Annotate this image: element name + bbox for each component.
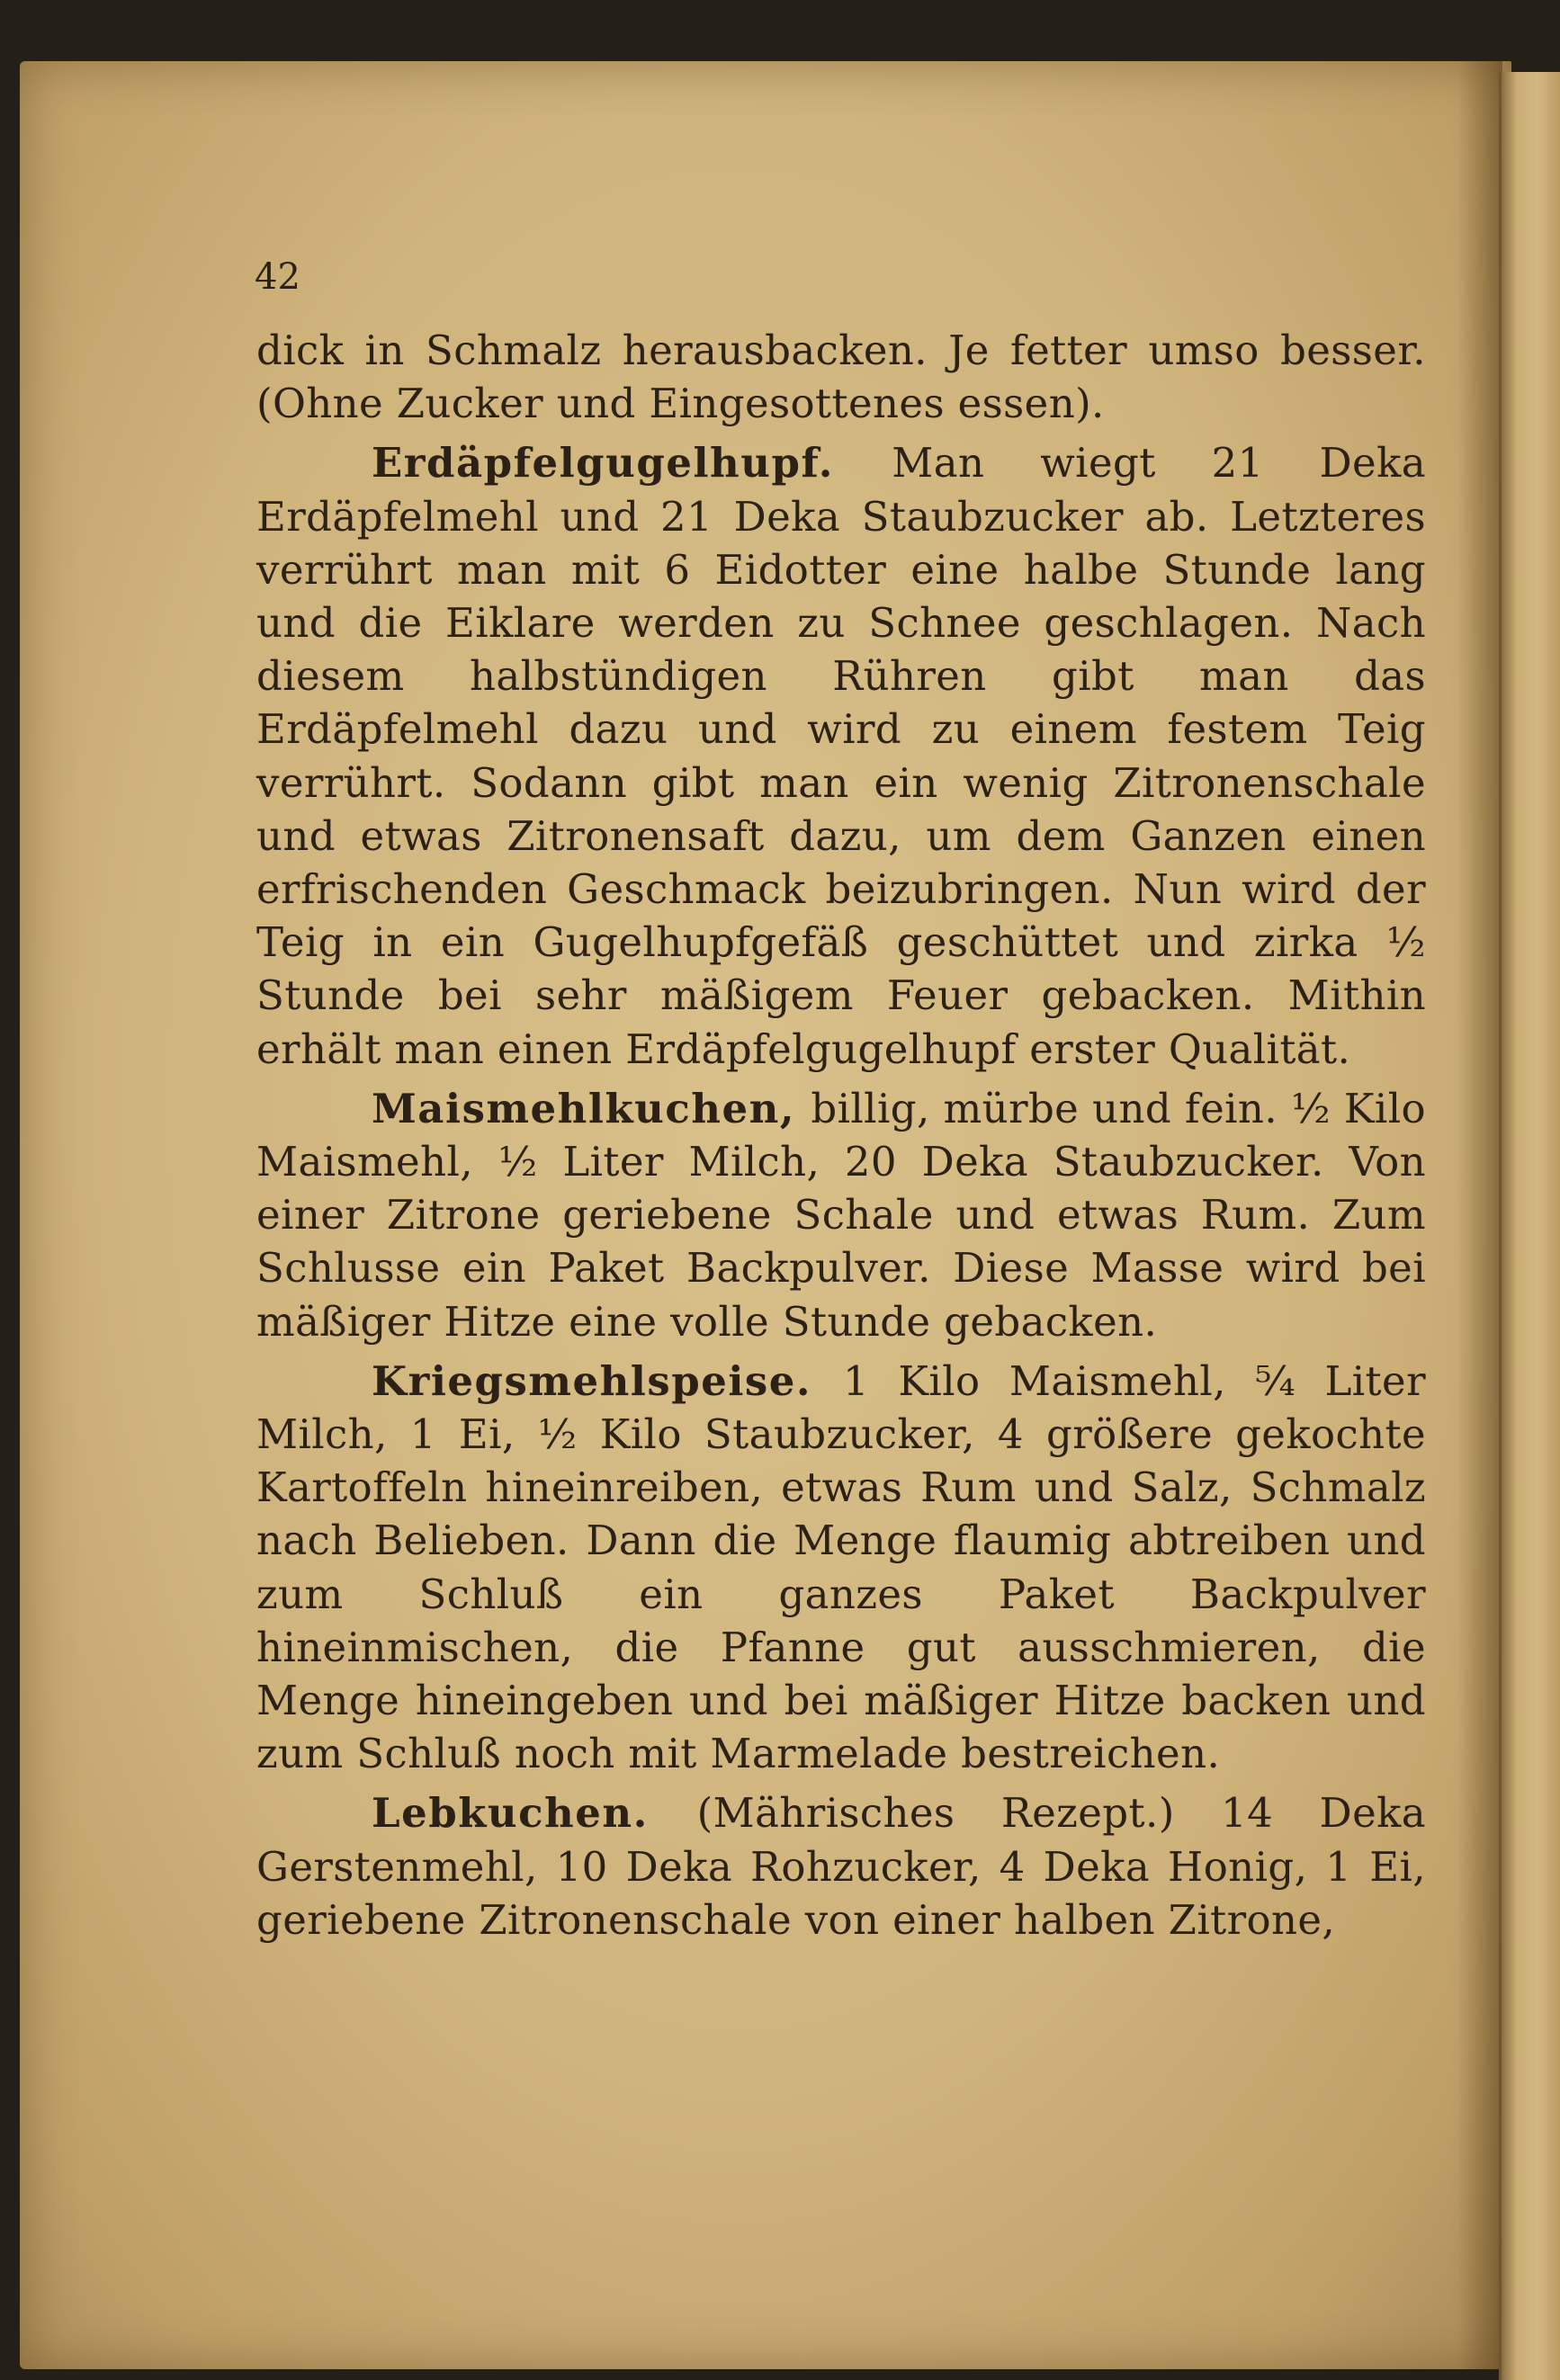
recipe-lebkuchen (256, 1786, 1426, 1946)
recipe-erdaepfelgugelhupf (256, 436, 1426, 1075)
recipe-maismehlkuchen (256, 1082, 1426, 1348)
page-number: 42 (255, 256, 300, 298)
recipe-text: billig, mürbe und fein. ½ Kilo Maismehl, ½ Liter Milch, 20 Deka Staubzucker. Von einer Zitrone geriebene Schale und etwas Rum. Zum Schlusse ein Paket Backpulver. Diese Masse wird bei mäßiger Hitze eine volle Stunde gebacken. (256, 1084, 1427, 1346)
recipe-text: 1 Kilo Maismehl, ⁵⁄₄ Liter Milch, 1 Ei, ½ Kilo Staubzucker, 4 größere gekochte Kartoffeln hineinreiben, etwas Rum und Salz, Schmalz nach Belieben. Dann die Menge flaumig abtreiben und zum Schluß ein ganzes Paket Backpulver hineinmischen, die Pfanne gut ausschmieren, die Menge hineingeben und bei mäßiger Hitze backen und zum Schluß noch mit Marmelade bestreichen. (256, 1356, 1426, 1778)
adjacent-page-edge (1499, 72, 1560, 2380)
recipe-kriegsmehlspeise (256, 1355, 1426, 1781)
recipe-text: Man wiegt 21 Deka Erdäpfelmehl und 21 Deka Staubzucker ab. Letzteres verrührt man mit 6 Eidotter eine halbe Stunde lang und die Eiklare werden zu Schnee geschlagen. Nach diesem halbstündigen Rühren gibt man das Erdäpfelmehl dazu und wird zu einem festem Teig verrührt. Sodann gibt man ein wenig Zitronenschale und etwas Zitronensaft dazu, um dem Ganzen einen erfrischenden Geschmack beizubringen. Nun wird der Teig in ein Gugelhupfgefäß geschüttet und zirka ½ Stunde bei sehr mäßigem Feuer gebacken. Mithin erhält man einen Erdäpfelgugelhupf erster Qualität. (256, 439, 1426, 1073)
recipe-text: (Mährisches Rezept.) 14 Deka Gerstenmehl, 10 Deka Rohzucker, 4 Deka Honig, 1 Ei, geriebene Zitronenschale von einer halben Zitrone, (256, 1789, 1426, 1944)
paragraph-text: dick in Schmalz herausbacken. Je fetter umso besser. (Ohne Zucker und Eingesottenes essen). (256, 327, 1426, 428)
recipe-heading: Kriegsmehlspeise. (372, 1356, 843, 1405)
book-gutter-shadow (1457, 61, 1502, 2369)
paragraph-continuation (256, 324, 1426, 430)
recipe-heading: Lebkuchen. (372, 1789, 697, 1838)
body-text (256, 324, 1426, 1953)
recipe-heading: Maismehlkuchen, (372, 1084, 811, 1132)
recipe-heading: Erdäpfelgugelhupf. (372, 439, 892, 488)
